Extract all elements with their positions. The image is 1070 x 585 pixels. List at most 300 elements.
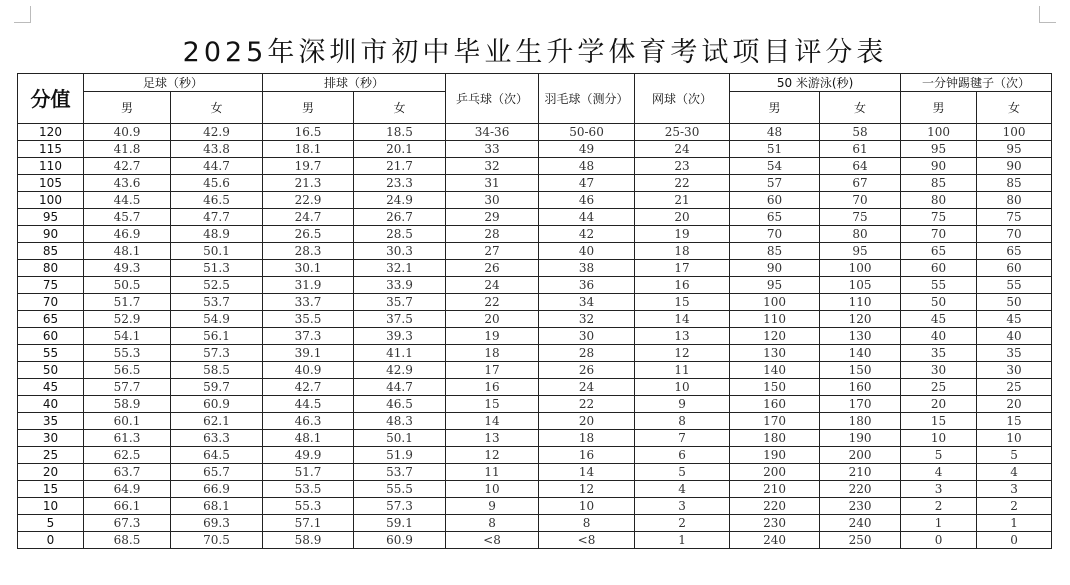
- shuttlecock-male-cell: 4: [901, 464, 977, 481]
- volleyball-male-cell: 31.9: [263, 277, 354, 294]
- table-row: [18, 481, 1052, 498]
- football-female-cell: 68.1: [171, 498, 263, 515]
- swim-female-cell: 180: [820, 413, 901, 430]
- pingpong-cell: 9: [446, 498, 539, 515]
- volleyball-male-cell: 24.7: [263, 209, 354, 226]
- tennis-cell: 16: [635, 277, 730, 294]
- score-cell: 115: [18, 141, 84, 158]
- shuttlecock-female-cell: 35: [977, 345, 1052, 362]
- volleyball-female-cell: 35.7: [354, 294, 446, 311]
- page-corner-mark-right: [1039, 6, 1056, 23]
- shuttlecock-male-cell: 50: [901, 294, 977, 311]
- pingpong-cell: 19: [446, 328, 539, 345]
- tennis-cell: 22: [635, 175, 730, 192]
- shuttlecock-male-cell: 15: [901, 413, 977, 430]
- table-row: [18, 532, 1052, 549]
- swim-female-cell: 200: [820, 447, 901, 464]
- volleyball-male-cell: 28.3: [263, 243, 354, 260]
- shuttlecock-male-cell: 60: [901, 260, 977, 277]
- swim-male-cell: 48: [730, 124, 820, 141]
- pingpong-cell: 34-36: [446, 124, 539, 141]
- swim-female-cell: 160: [820, 379, 901, 396]
- volleyball-female-cell: 20.1: [354, 141, 446, 158]
- shuttlecock-male-cell: 55: [901, 277, 977, 294]
- score-cell: 70: [18, 294, 84, 311]
- swim-male-cell: 150: [730, 379, 820, 396]
- table-body: [18, 124, 1052, 549]
- volleyball-male-cell: 55.3: [263, 498, 354, 515]
- swim-male-cell: 54: [730, 158, 820, 175]
- table-row: [18, 226, 1052, 243]
- shuttlecock-female-cell: 4: [977, 464, 1052, 481]
- swim-male-cell: 85: [730, 243, 820, 260]
- football-female-cell: 46.5: [171, 192, 263, 209]
- badminton-cell: 38: [539, 260, 635, 277]
- football-female-cell: 52.5: [171, 277, 263, 294]
- football-male-cell: 62.5: [84, 447, 171, 464]
- tennis-header: 网球（次）: [635, 74, 730, 124]
- score-cell: 35: [18, 413, 84, 430]
- shuttlecock-male-cell: 90: [901, 158, 977, 175]
- volleyball-female-cell: 48.3: [354, 413, 446, 430]
- football-female-cell: 60.9: [171, 396, 263, 413]
- shuttlecock-female-cell: 40: [977, 328, 1052, 345]
- tennis-cell: 11: [635, 362, 730, 379]
- football-female-cell: 54.9: [171, 311, 263, 328]
- swim-male-cell: 60: [730, 192, 820, 209]
- volleyball-female-cell: 21.7: [354, 158, 446, 175]
- swim-male-cell: 230: [730, 515, 820, 532]
- tennis-cell: 12: [635, 345, 730, 362]
- pingpong-cell: 12: [446, 447, 539, 464]
- football-female-cell: 58.5: [171, 362, 263, 379]
- badminton-cell: 47: [539, 175, 635, 192]
- volleyball-male-cell: 33.7: [263, 294, 354, 311]
- volleyball-male-cell: 57.1: [263, 515, 354, 532]
- football-female-cell: 50.1: [171, 243, 263, 260]
- volleyball-female-cell: 23.3: [354, 175, 446, 192]
- football-male-cell: 46.9: [84, 226, 171, 243]
- volleyball-female-cell: 53.7: [354, 464, 446, 481]
- badminton-cell: 36: [539, 277, 635, 294]
- football-female-cell: 62.1: [171, 413, 263, 430]
- pingpong-cell: 17: [446, 362, 539, 379]
- tennis-cell: 8: [635, 413, 730, 430]
- swim-female-cell: 110: [820, 294, 901, 311]
- table-row: [18, 294, 1052, 311]
- pingpong-cell: 32: [446, 158, 539, 175]
- pingpong-cell: 26: [446, 260, 539, 277]
- swim-male-cell: 110: [730, 311, 820, 328]
- volleyball-female-cell: 50.1: [354, 430, 446, 447]
- table-row: [18, 328, 1052, 345]
- swim-male-cell: 120: [730, 328, 820, 345]
- tennis-cell: 20: [635, 209, 730, 226]
- football-female-cell: 45.6: [171, 175, 263, 192]
- swim-female-cell: 210: [820, 464, 901, 481]
- shuttlecock-male-cell: 65: [901, 243, 977, 260]
- shuttlecock-male-cell: 2: [901, 498, 977, 515]
- score-cell: 100: [18, 192, 84, 209]
- football-female-cell: 48.9: [171, 226, 263, 243]
- shuttlecock-female-cell: 0: [977, 532, 1052, 549]
- volleyball-female-cell: 59.1: [354, 515, 446, 532]
- pingpong-cell: 20: [446, 311, 539, 328]
- shuttlecock-female-cell: 3: [977, 481, 1052, 498]
- volleyball-female-cell: 18.5: [354, 124, 446, 141]
- shuttlecock-male-cell: 20: [901, 396, 977, 413]
- page-title: 2025年深圳市初中毕业生升学体育考试项目评分表: [182, 37, 888, 68]
- shuttlecock-female-cell: 60: [977, 260, 1052, 277]
- table-row: [18, 124, 1052, 141]
- badminton-cell: 44: [539, 209, 635, 226]
- score-cell: 55: [18, 345, 84, 362]
- tennis-cell: 9: [635, 396, 730, 413]
- shuttlecock-male-cell: 5: [901, 447, 977, 464]
- shuttlecock-header: 一分钟踢毽子（次）: [901, 74, 1052, 92]
- swim-male-cell: 210: [730, 481, 820, 498]
- swim-male-cell: 90: [730, 260, 820, 277]
- badminton-cell: 30: [539, 328, 635, 345]
- badminton-cell: 40: [539, 243, 635, 260]
- football-female-cell: 65.7: [171, 464, 263, 481]
- table-row: [18, 396, 1052, 413]
- score-cell: 60: [18, 328, 84, 345]
- swim-male-cell: 70: [730, 226, 820, 243]
- shuttlecock-male-cell: 75: [901, 209, 977, 226]
- score-cell: 50: [18, 362, 84, 379]
- shuttlecock-female-cell: 15: [977, 413, 1052, 430]
- shuttlecock-female-cell: 65: [977, 243, 1052, 260]
- swim-male-cell: 200: [730, 464, 820, 481]
- shuttlecock-female-cell: 80: [977, 192, 1052, 209]
- volleyball-female-cell: 37.5: [354, 311, 446, 328]
- pingpong-cell: <8: [446, 532, 539, 549]
- shuttlecock-female-header: 女: [977, 92, 1052, 124]
- shuttlecock-female-cell: 90: [977, 158, 1052, 175]
- swim-female-header: 女: [820, 92, 901, 124]
- volleyball-male-cell: 46.3: [263, 413, 354, 430]
- volleyball-male-cell: 49.9: [263, 447, 354, 464]
- football-male-cell: 67.3: [84, 515, 171, 532]
- pingpong-cell: 13: [446, 430, 539, 447]
- badminton-cell: 8: [539, 515, 635, 532]
- swim-male-cell: 51: [730, 141, 820, 158]
- football-male-cell: 58.9: [84, 396, 171, 413]
- football-female-cell: 56.1: [171, 328, 263, 345]
- score-cell: 0: [18, 532, 84, 549]
- shuttlecock-male-cell: 85: [901, 175, 977, 192]
- volleyball-female-cell: 39.3: [354, 328, 446, 345]
- football-male-header: 男: [84, 92, 171, 124]
- football-female-cell: 42.9: [171, 124, 263, 141]
- shuttlecock-female-cell: 95: [977, 141, 1052, 158]
- swim-male-cell: 57: [730, 175, 820, 192]
- swim-female-cell: 58: [820, 124, 901, 141]
- football-male-cell: 45.7: [84, 209, 171, 226]
- badminton-cell: 22: [539, 396, 635, 413]
- pingpong-cell: 33: [446, 141, 539, 158]
- volleyball-female-cell: 26.7: [354, 209, 446, 226]
- swim-female-cell: 240: [820, 515, 901, 532]
- swim-male-cell: 240: [730, 532, 820, 549]
- score-cell: 5: [18, 515, 84, 532]
- volleyball-male-cell: 21.3: [263, 175, 354, 192]
- football-female-cell: 63.3: [171, 430, 263, 447]
- pingpong-header: 乒乓球（次）: [446, 74, 539, 124]
- swim-female-cell: 105: [820, 277, 901, 294]
- swim-female-cell: 61: [820, 141, 901, 158]
- shuttlecock-female-cell: 20: [977, 396, 1052, 413]
- volleyball-male-cell: 51.7: [263, 464, 354, 481]
- shuttlecock-female-cell: 30: [977, 362, 1052, 379]
- tennis-cell: 15: [635, 294, 730, 311]
- volleyball-male-cell: 42.7: [263, 379, 354, 396]
- swim-male-header: 男: [730, 92, 820, 124]
- shuttlecock-male-cell: 80: [901, 192, 977, 209]
- badminton-cell: 10: [539, 498, 635, 515]
- shuttlecock-female-cell: 75: [977, 209, 1052, 226]
- badminton-cell: 12: [539, 481, 635, 498]
- score-cell: 75: [18, 277, 84, 294]
- volleyball-male-cell: 39.1: [263, 345, 354, 362]
- football-female-cell: 69.3: [171, 515, 263, 532]
- football-male-cell: 50.5: [84, 277, 171, 294]
- pingpong-cell: 29: [446, 209, 539, 226]
- table-row: [18, 277, 1052, 294]
- pingpong-cell: 10: [446, 481, 539, 498]
- swim-male-cell: 95: [730, 277, 820, 294]
- shuttlecock-male-cell: 35: [901, 345, 977, 362]
- volleyball-female-cell: 30.3: [354, 243, 446, 260]
- tennis-cell: 14: [635, 311, 730, 328]
- football-female-cell: 66.9: [171, 481, 263, 498]
- table-row: [18, 515, 1052, 532]
- table-row: [18, 260, 1052, 277]
- table-row: [18, 141, 1052, 158]
- badminton-cell: 42: [539, 226, 635, 243]
- score-cell: 25: [18, 447, 84, 464]
- tennis-cell: 19: [635, 226, 730, 243]
- football-male-cell: 44.5: [84, 192, 171, 209]
- swim-female-cell: 75: [820, 209, 901, 226]
- badminton-cell: <8: [539, 532, 635, 549]
- volleyball-male-cell: 58.9: [263, 532, 354, 549]
- shuttlecock-male-cell: 1: [901, 515, 977, 532]
- football-female-cell: 47.7: [171, 209, 263, 226]
- swim-female-cell: 130: [820, 328, 901, 345]
- volleyball-female-cell: 33.9: [354, 277, 446, 294]
- shuttlecock-male-cell: 45: [901, 311, 977, 328]
- pingpong-cell: 14: [446, 413, 539, 430]
- badminton-cell: 46: [539, 192, 635, 209]
- tennis-cell: 24: [635, 141, 730, 158]
- swim-female-cell: 67: [820, 175, 901, 192]
- tennis-cell: 25-30: [635, 124, 730, 141]
- football-male-cell: 64.9: [84, 481, 171, 498]
- football-female-cell: 53.7: [171, 294, 263, 311]
- volleyball-male-cell: 37.3: [263, 328, 354, 345]
- shuttlecock-male-cell: 30: [901, 362, 977, 379]
- football-female-cell: 70.5: [171, 532, 263, 549]
- football-male-cell: 49.3: [84, 260, 171, 277]
- table-row: [18, 379, 1052, 396]
- tennis-cell: 3: [635, 498, 730, 515]
- table-row: [18, 209, 1052, 226]
- pingpong-cell: 11: [446, 464, 539, 481]
- table-row: [18, 243, 1052, 260]
- score-cell: 80: [18, 260, 84, 277]
- shuttlecock-female-cell: 45: [977, 311, 1052, 328]
- swim-female-cell: 95: [820, 243, 901, 260]
- pingpong-cell: 27: [446, 243, 539, 260]
- volleyball-male-cell: 16.5: [263, 124, 354, 141]
- football-male-cell: 63.7: [84, 464, 171, 481]
- pingpong-cell: 8: [446, 515, 539, 532]
- shuttlecock-male-cell: 100: [901, 124, 977, 141]
- swim-male-cell: 130: [730, 345, 820, 362]
- tennis-cell: 2: [635, 515, 730, 532]
- shuttlecock-female-cell: 70: [977, 226, 1052, 243]
- score-cell: 95: [18, 209, 84, 226]
- swim-female-cell: 170: [820, 396, 901, 413]
- football-female-cell: 64.5: [171, 447, 263, 464]
- volleyball-male-cell: 48.1: [263, 430, 354, 447]
- swim-female-cell: 120: [820, 311, 901, 328]
- pingpong-cell: 28: [446, 226, 539, 243]
- table-header: [18, 74, 1052, 124]
- table-row: [18, 362, 1052, 379]
- pingpong-cell: 18: [446, 345, 539, 362]
- volleyball-male-cell: 26.5: [263, 226, 354, 243]
- swim-female-cell: 140: [820, 345, 901, 362]
- shuttlecock-female-cell: 55: [977, 277, 1052, 294]
- tennis-cell: 7: [635, 430, 730, 447]
- badminton-cell: 18: [539, 430, 635, 447]
- badminton-cell: 16: [539, 447, 635, 464]
- score-column-header: 分值: [18, 74, 84, 124]
- table-row: [18, 192, 1052, 209]
- shuttlecock-male-cell: 40: [901, 328, 977, 345]
- page-corner-mark-left: [14, 6, 31, 23]
- badminton-cell: 26: [539, 362, 635, 379]
- shuttlecock-female-cell: 25: [977, 379, 1052, 396]
- football-male-cell: 40.9: [84, 124, 171, 141]
- badminton-cell: 32: [539, 311, 635, 328]
- football-female-cell: 51.3: [171, 260, 263, 277]
- football-male-cell: 48.1: [84, 243, 171, 260]
- swim-female-cell: 250: [820, 532, 901, 549]
- football-male-cell: 43.6: [84, 175, 171, 192]
- shuttlecock-female-cell: 5: [977, 447, 1052, 464]
- football-header: 足球（秒）: [84, 74, 263, 92]
- football-male-cell: 56.5: [84, 362, 171, 379]
- shuttlecock-female-cell: 10: [977, 430, 1052, 447]
- pingpong-cell: 31: [446, 175, 539, 192]
- table-row: [18, 413, 1052, 430]
- badminton-header: 羽毛球（测分）: [539, 74, 635, 124]
- football-male-cell: 51.7: [84, 294, 171, 311]
- score-cell: 30: [18, 430, 84, 447]
- tennis-cell: 17: [635, 260, 730, 277]
- tennis-cell: 5: [635, 464, 730, 481]
- score-cell: 45: [18, 379, 84, 396]
- volleyball-female-cell: 28.5: [354, 226, 446, 243]
- shuttlecock-female-cell: 2: [977, 498, 1052, 515]
- table-row: [18, 498, 1052, 515]
- volleyball-male-cell: 40.9: [263, 362, 354, 379]
- football-male-cell: 54.1: [84, 328, 171, 345]
- badminton-cell: 20: [539, 413, 635, 430]
- swim-female-cell: 70: [820, 192, 901, 209]
- volleyball-female-cell: 51.9: [354, 447, 446, 464]
- swim-female-cell: 230: [820, 498, 901, 515]
- pingpong-cell: 30: [446, 192, 539, 209]
- football-male-cell: 60.1: [84, 413, 171, 430]
- score-cell: 85: [18, 243, 84, 260]
- football-female-cell: 43.8: [171, 141, 263, 158]
- pingpong-cell: 16: [446, 379, 539, 396]
- table-row: [18, 430, 1052, 447]
- volleyball-female-cell: 46.5: [354, 396, 446, 413]
- volleyball-header: 排球（秒）: [263, 74, 446, 92]
- score-cell: 20: [18, 464, 84, 481]
- badminton-cell: 34: [539, 294, 635, 311]
- swim-male-cell: 140: [730, 362, 820, 379]
- swim-male-cell: 170: [730, 413, 820, 430]
- football-male-cell: 68.5: [84, 532, 171, 549]
- swim-female-cell: 80: [820, 226, 901, 243]
- volleyball-female-header: 女: [354, 92, 446, 124]
- football-male-cell: 61.3: [84, 430, 171, 447]
- volleyball-male-cell: 19.7: [263, 158, 354, 175]
- football-male-cell: 41.8: [84, 141, 171, 158]
- swim-male-cell: 100: [730, 294, 820, 311]
- tennis-cell: 10: [635, 379, 730, 396]
- volleyball-female-cell: 57.3: [354, 498, 446, 515]
- shuttlecock-male-cell: 10: [901, 430, 977, 447]
- shuttlecock-female-cell: 85: [977, 175, 1052, 192]
- shuttlecock-male-cell: 0: [901, 532, 977, 549]
- tennis-cell: 18: [635, 243, 730, 260]
- badminton-cell: 49: [539, 141, 635, 158]
- football-female-cell: 57.3: [171, 345, 263, 362]
- score-cell: 15: [18, 481, 84, 498]
- badminton-cell: 14: [539, 464, 635, 481]
- score-cell: 40: [18, 396, 84, 413]
- football-female-cell: 44.7: [171, 158, 263, 175]
- volleyball-male-cell: 22.9: [263, 192, 354, 209]
- table-row: [18, 447, 1052, 464]
- swim-male-cell: 180: [730, 430, 820, 447]
- pingpong-cell: 24: [446, 277, 539, 294]
- shuttlecock-female-cell: 100: [977, 124, 1052, 141]
- badminton-cell: 50-60: [539, 124, 635, 141]
- volleyball-male-cell: 53.5: [263, 481, 354, 498]
- pingpong-cell: 22: [446, 294, 539, 311]
- volleyball-female-cell: 60.9: [354, 532, 446, 549]
- score-cell: 120: [18, 124, 84, 141]
- table-row: [18, 158, 1052, 175]
- shuttlecock-male-cell: 70: [901, 226, 977, 243]
- tennis-cell: 21: [635, 192, 730, 209]
- shuttlecock-male-header: 男: [901, 92, 977, 124]
- volleyball-male-cell: 30.1: [263, 260, 354, 277]
- tennis-cell: 4: [635, 481, 730, 498]
- volleyball-male-header: 男: [263, 92, 354, 124]
- score-cell: 110: [18, 158, 84, 175]
- swim-female-cell: 64: [820, 158, 901, 175]
